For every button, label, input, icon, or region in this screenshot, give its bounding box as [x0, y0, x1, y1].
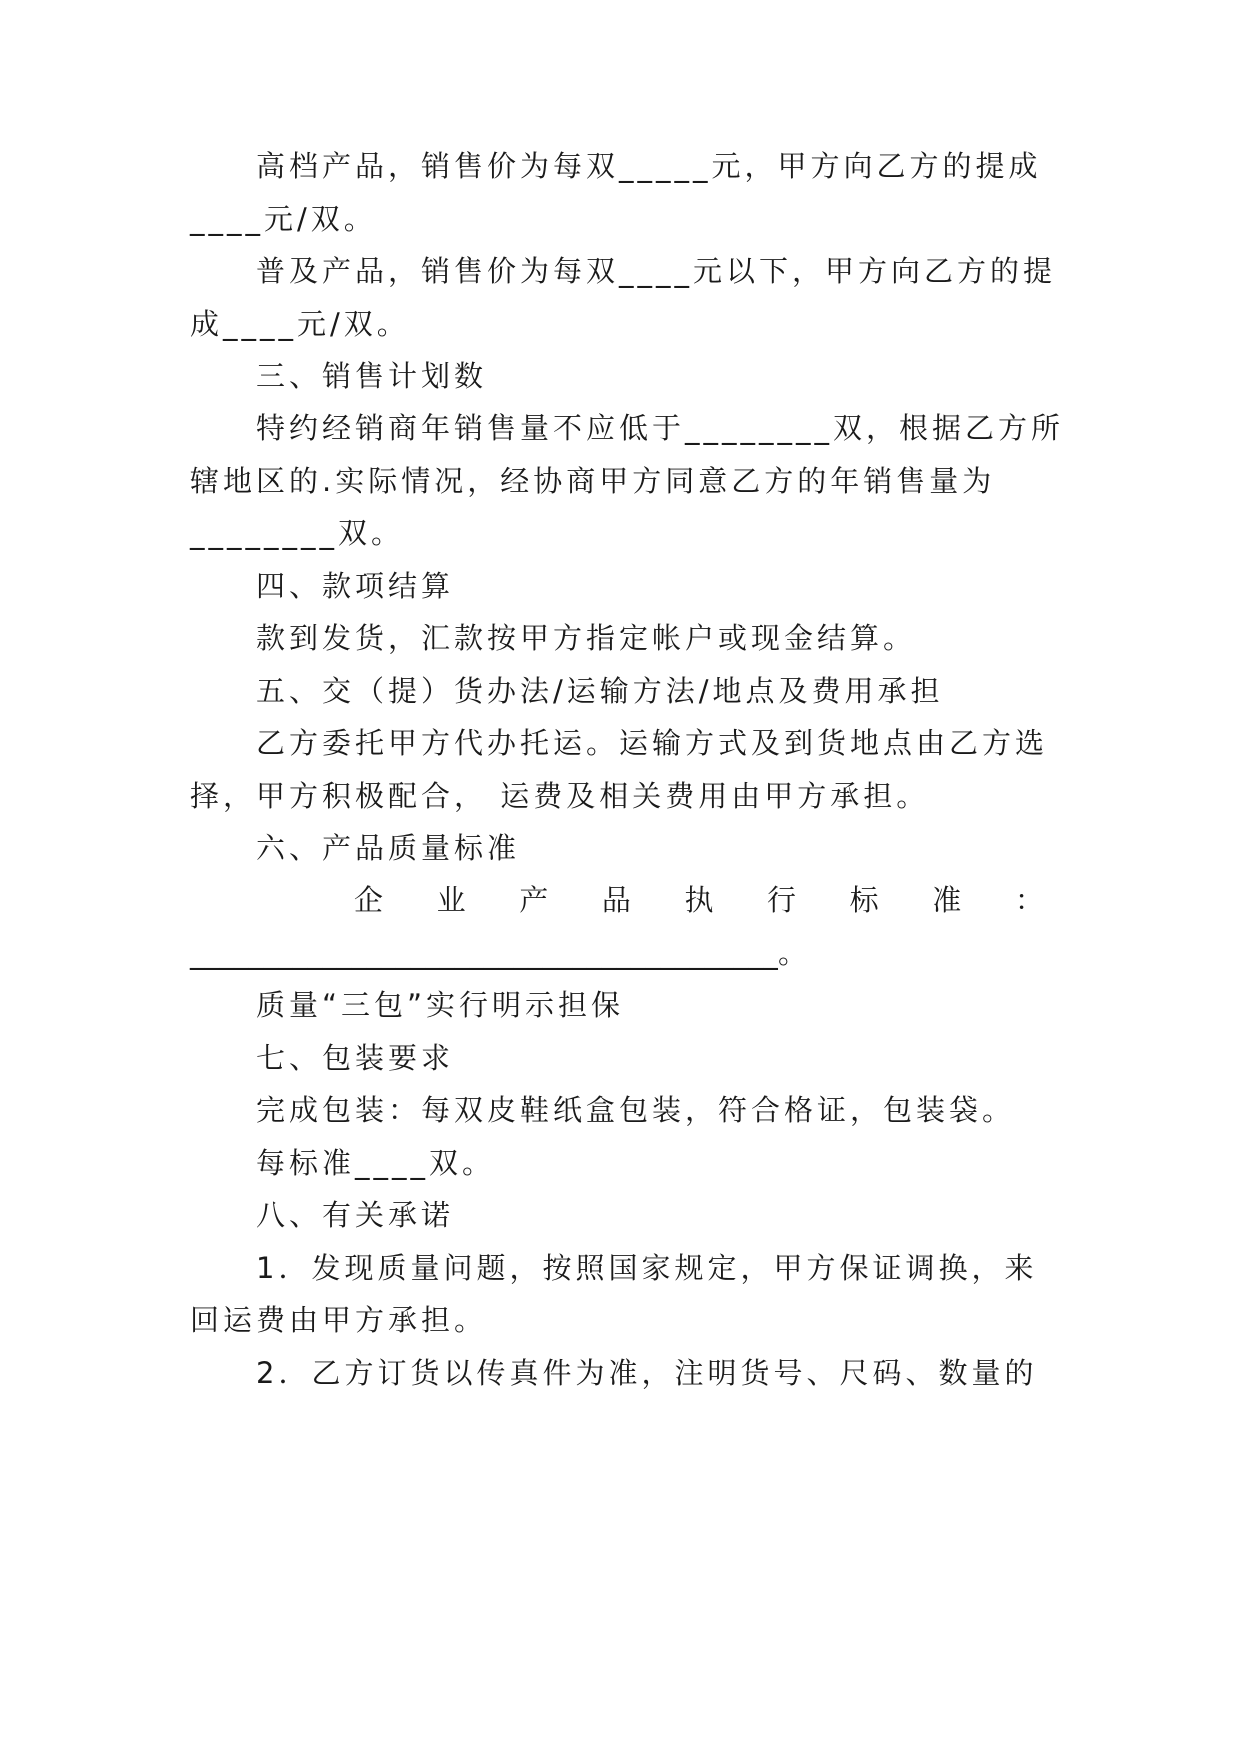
standard-char: 标	[849, 883, 879, 917]
standard-char: 执	[684, 883, 714, 917]
standard-blank-line: ________________________________________。	[190, 936, 808, 970]
standard-char: 品	[601, 883, 631, 917]
paragraph-line: 每标准____双。	[256, 1146, 496, 1180]
section-heading: 四、款项结算	[256, 569, 455, 603]
paragraph-line: 1．发现质量问题，按照国家规定，甲方保证调换，来	[256, 1251, 1038, 1285]
section-heading: 五、交（提）货办法/运输方法/地点及费用承担	[256, 674, 944, 708]
standard-char: 企	[354, 883, 384, 917]
section-heading: 三、销售计划数	[256, 359, 488, 393]
paragraph-line: 质量“三包”实行明示担保	[256, 988, 625, 1022]
paragraph-line: ____元/双。	[190, 202, 377, 236]
paragraph-line: 乙方委托甲方代办托运。运输方式及到货地点由乙方选	[256, 726, 1049, 760]
paragraph-line: 辖地区的.实际情况，经协商甲方同意乙方的年销售量为	[190, 464, 996, 498]
paragraph-line: 款到发货，汇款按甲方指定帐户或现金结算。	[256, 621, 917, 655]
standard-char: 行	[767, 883, 797, 917]
standard-char: ：	[1014, 883, 1044, 917]
standard-char: 业	[436, 883, 466, 917]
paragraph-line: 择，甲方积极配合， 运费及相关费用由甲方承担。	[190, 779, 930, 813]
paragraph-line: 高档产品，销售价为每双_____元，甲方向乙方的提成	[256, 149, 1042, 183]
paragraph-line: 回运费由甲方承担。	[190, 1303, 488, 1337]
paragraph-line: 普及产品，销售价为每双____元以下，甲方向乙方的提	[256, 254, 1057, 288]
paragraph-line: 特约经销商年销售量不应低于________双，根据乙方所	[256, 411, 1065, 445]
paragraph-line: 完成包装：每双皮鞋纸盒包装，符合格证，包装袋。	[256, 1093, 1016, 1127]
section-heading: 六、产品质量标准	[256, 831, 521, 865]
standard-char: 产	[519, 883, 549, 917]
section-heading: 七、包装要求	[256, 1041, 455, 1075]
paragraph-line: ________双。	[190, 516, 405, 550]
section-heading: 八、有关承诺	[256, 1198, 455, 1232]
standard-label-line	[354, 880, 1044, 920]
paragraph-line: 成____元/双。	[190, 307, 410, 341]
paragraph-line: 2．乙方订货以传真件为准，注明货号、尺码、数量的	[256, 1356, 1038, 1390]
standard-char: 准	[932, 883, 962, 917]
